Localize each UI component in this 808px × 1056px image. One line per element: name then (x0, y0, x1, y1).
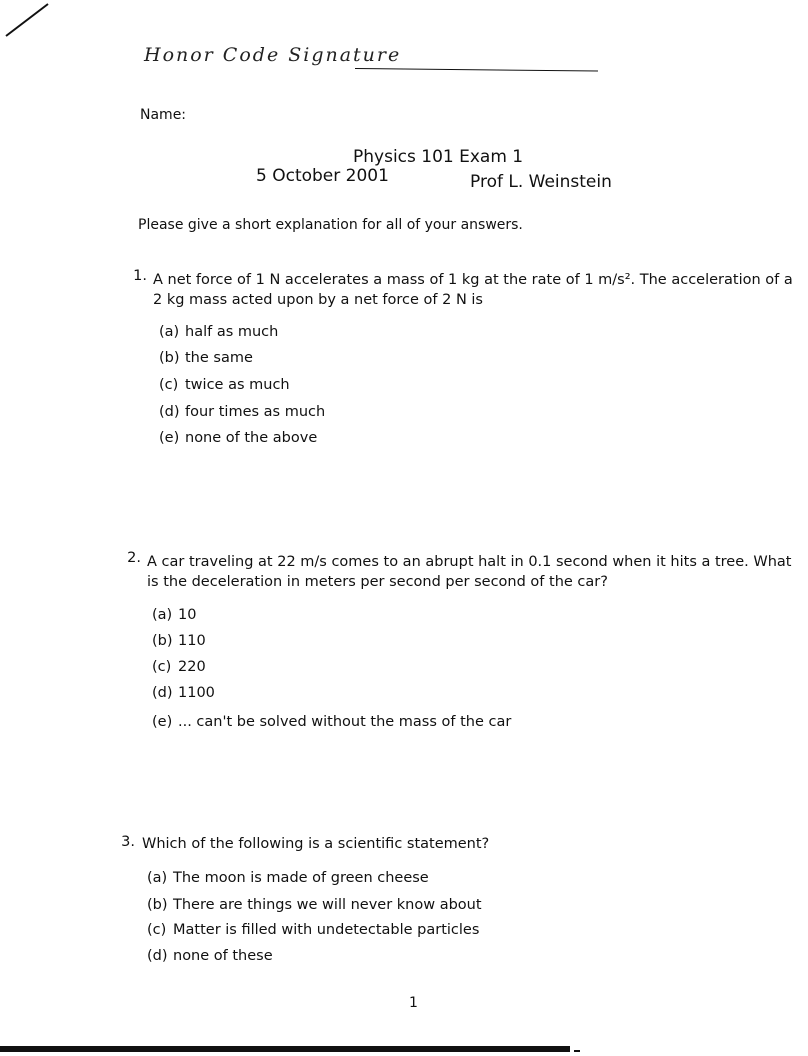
option-text: 1100 (178, 685, 215, 701)
option-label: (d) (159, 404, 180, 420)
option-text: twice as much (185, 377, 290, 393)
question-1-text-line2: 2 kg mass acted upon by a net force of 2 N is (153, 292, 483, 308)
professor-name: Prof L. Weinstein (470, 172, 612, 192)
option-text: half as much (185, 324, 279, 340)
option-label: (d) (147, 948, 168, 964)
scan-edge-tick (574, 1050, 580, 1052)
q2-option-b[interactable] (152, 633, 206, 649)
option-label: (b) (147, 897, 168, 913)
option-label: (c) (152, 659, 172, 675)
q1-option-b[interactable] (159, 350, 253, 366)
option-text: the same (185, 350, 253, 366)
option-label: (a) (152, 607, 173, 623)
exam-title: Physics 101 Exam 1 (353, 147, 524, 167)
question-3-number: 3. (121, 834, 135, 850)
option-label: (b) (152, 633, 173, 649)
q1-option-e[interactable] (159, 430, 317, 446)
q3-option-a[interactable] (147, 870, 429, 886)
q2-option-d[interactable] (152, 685, 215, 701)
exam-date: 5 October 2001 (256, 166, 389, 186)
question-2-number: 2. (127, 550, 141, 566)
option-text: four times as much (185, 404, 326, 420)
signature-label: Honor Code Signature (144, 44, 402, 66)
question-1-text-line1: A net force of 1 N accelerates a mass of 1 kg at the rate of 1 m/s². The acceleration of a (153, 272, 793, 288)
page-number: 1 (409, 995, 418, 1011)
option-text: 110 (178, 633, 206, 649)
question-1-number: 1. (133, 268, 147, 284)
option-text: There are things we will never know about (173, 897, 482, 913)
q2-option-a[interactable] (152, 607, 196, 623)
instructions: Please give a short explanation for all of your answers. (138, 217, 523, 233)
q2-option-e[interactable] (152, 714, 511, 730)
option-label: (e) (159, 430, 180, 446)
question-3-text-line1: Which of the following is a scientific statement? (142, 836, 490, 852)
option-text: 220 (178, 659, 206, 675)
option-text: none of these (173, 948, 273, 964)
q1-option-d[interactable] (159, 404, 325, 420)
scan-edge-bar (0, 1046, 570, 1052)
q2-option-c[interactable] (152, 659, 206, 675)
option-label: (d) (152, 685, 173, 701)
name-label: Name: (140, 107, 187, 123)
option-text: Matter is filled with undetectable particles (173, 922, 480, 938)
q1-option-a[interactable] (159, 324, 278, 340)
question-2-text-line2: is the deceleration in meters per second per second of the car? (147, 574, 608, 590)
option-label: (a) (159, 324, 180, 340)
option-text: none of the above (185, 430, 318, 446)
option-text: ... can't be solved without the mass of the car (178, 714, 512, 730)
option-label: (c) (147, 922, 167, 938)
option-text: 10 (178, 607, 197, 623)
q3-option-c[interactable] (147, 922, 479, 938)
option-text: The moon is made of green cheese (173, 870, 429, 886)
signature-line[interactable] (355, 68, 598, 72)
q3-option-b[interactable] (147, 897, 482, 913)
pen-slash-mark (4, 2, 50, 38)
q1-option-c[interactable] (159, 377, 290, 393)
question-2-text-line1: A car traveling at 22 m/s comes to an abrupt halt in 0.1 second when it hits a tree. What (147, 554, 792, 570)
option-label: (b) (159, 350, 180, 366)
option-label: (c) (159, 377, 179, 393)
q3-option-d[interactable] (147, 948, 273, 964)
option-label: (e) (152, 714, 173, 730)
option-label: (a) (147, 870, 168, 886)
